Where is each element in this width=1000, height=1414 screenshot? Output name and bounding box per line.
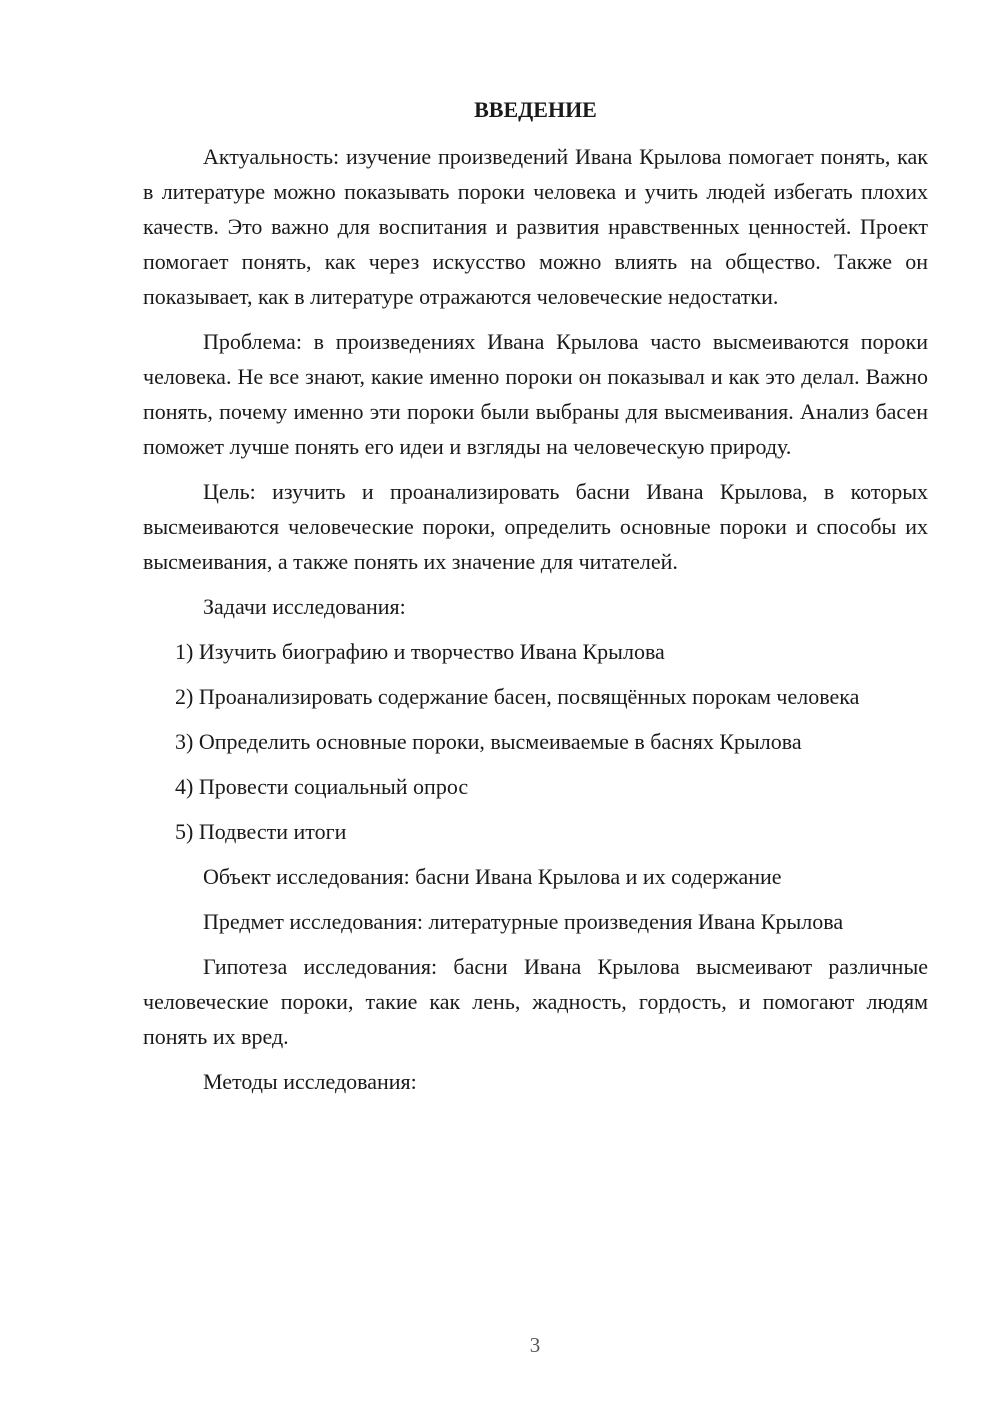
problem-paragraph: Проблема: в произведениях Ивана Крылова часто высмеиваются пороки человека. Не все знают, какие именно пороки он показывал и как это делал. Важно понять, почему именно эти пороки были выбраны для высмеивания. Анализ басен поможет лучше понять его идеи и взгляды на человеческую природу. bbox=[143, 329, 928, 459]
subject-paragraph: Предмет исследования: литературные произведения Ивана Крылова bbox=[203, 909, 844, 934]
task-item-2: 2) Проанализировать содержание басен, посвящённых порокам человека bbox=[175, 684, 860, 709]
relevance-paragraph: Актуальность: изучение произведений Ивана Крылова помогает понять, как в литературе можно показывать пороки человека и учить людей избегать плохих качеств. Это важно для воспитания и развития нравственных ценностей. Проект помогает понять, как через искусство можно влиять на общество. Также он показывает, как в литературе отражаются человеческие недостатки. bbox=[143, 144, 928, 309]
section-title: ВВЕДЕНИЕ bbox=[474, 97, 597, 122]
tasks-heading: Задачи исследования: bbox=[203, 594, 406, 619]
task-item-3: 3) Определить основные пороки, высмеиваемые в баснях Крылова bbox=[175, 729, 802, 754]
page-content bbox=[143, 95, 928, 1109]
task-item-4: 4) Провести социальный опрос bbox=[175, 774, 469, 799]
task-item-1: 1) Изучить биографию и творчество Ивана Крылова bbox=[175, 639, 665, 664]
page-number: 3 bbox=[529, 1333, 541, 1357]
goal-paragraph: Цель: изучить и проанализировать басни Ивана Крылова, в которых высмеиваются человеческие пороки, определить основные пороки и способы их высмеивания, а также понять их значение для читателей. bbox=[143, 479, 928, 574]
task-item-5: 5) Подвести итоги bbox=[175, 819, 347, 844]
methods-heading: Методы исследования: bbox=[203, 1069, 417, 1094]
hypothesis-paragraph: Гипотеза исследования: басни Ивана Крылова высмеивают различные человеческие пороки, такие как лень, жадность, гордость, и помогают людям понять их вред. bbox=[143, 954, 928, 1049]
object-paragraph: Объект исследования: басни Ивана Крылова и их содержание bbox=[203, 864, 782, 889]
